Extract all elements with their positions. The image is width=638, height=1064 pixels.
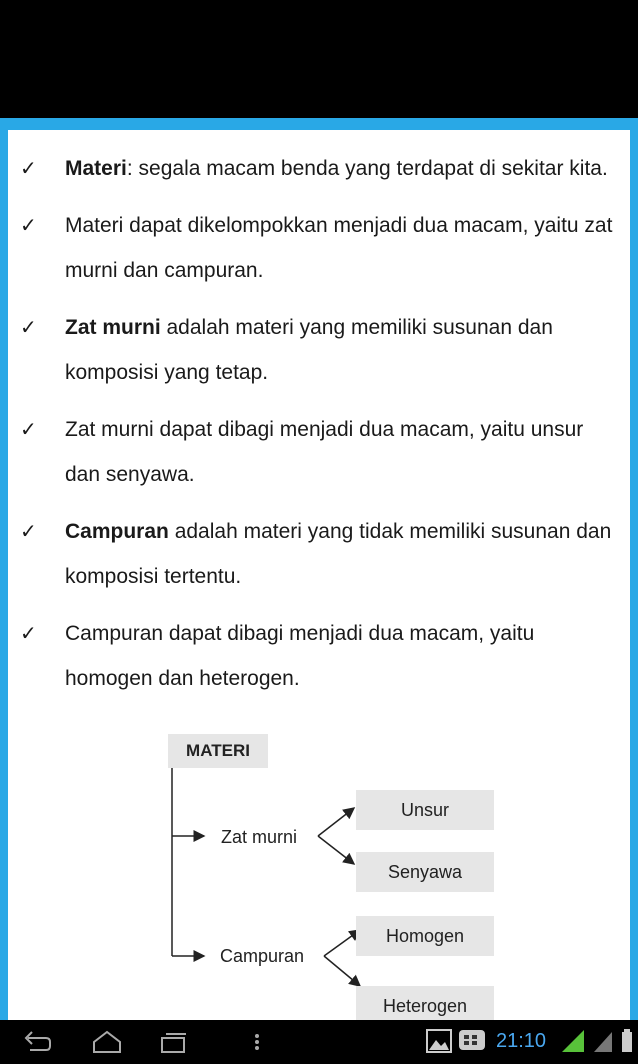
bullet-text: Campuran dapat dibagi menjadi dua macam, yaitu homogen dan heterogen. bbox=[65, 622, 535, 690]
top-black-bar bbox=[0, 0, 638, 118]
bullet-item bbox=[8, 305, 630, 395]
check-icon: ✓ bbox=[20, 213, 37, 237]
bullet-list bbox=[8, 146, 630, 713]
battery-icon bbox=[620, 1028, 634, 1054]
campuran-node: Campuran bbox=[219, 945, 305, 966]
diagram-connectors bbox=[8, 730, 630, 1030]
bullet-text: Zat murni dapat dibagi menjadi dua macam, yaitu unsur dan senyawa. bbox=[65, 418, 584, 486]
bullet-text: adalah materi yang memiliki susunan dan komposisi yang tetap. bbox=[65, 316, 553, 384]
android-nav-bar bbox=[0, 1020, 638, 1064]
gallery-notification-icon bbox=[426, 1028, 452, 1054]
bullet-item bbox=[8, 146, 630, 191]
check-icon: ✓ bbox=[20, 621, 37, 645]
bbm-notification-icon bbox=[458, 1028, 486, 1054]
check-icon: ✓ bbox=[20, 156, 37, 180]
signal-2-icon bbox=[592, 1028, 616, 1054]
senyawa-node: Senyawa bbox=[356, 852, 494, 892]
status-time: 21:10 bbox=[496, 1030, 547, 1052]
bullet-item bbox=[8, 203, 630, 293]
materi-diagram bbox=[8, 730, 630, 1030]
check-icon: ✓ bbox=[20, 417, 37, 441]
back-icon[interactable] bbox=[20, 1028, 54, 1056]
homogen-node: Homogen bbox=[356, 916, 494, 956]
heterogen-node: Heterogen bbox=[356, 986, 494, 1026]
home-icon[interactable] bbox=[90, 1028, 124, 1056]
bullet-text: : segala macam benda yang terdapat di sekitar kita. bbox=[126, 157, 608, 180]
bullet-item bbox=[8, 407, 630, 497]
root-node: MATERI bbox=[168, 734, 268, 768]
bullet-item bbox=[8, 611, 630, 701]
check-icon: ✓ bbox=[20, 519, 37, 543]
bullet-bold: Materi bbox=[65, 157, 127, 180]
bullet-item bbox=[8, 509, 630, 599]
check-icon: ✓ bbox=[20, 315, 37, 339]
recent-apps-icon[interactable] bbox=[156, 1028, 190, 1056]
zat-murni-node: Zat murni bbox=[220, 826, 298, 847]
bullet-text: adalah materi yang tidak memiliki susunan dan komposisi tertentu. bbox=[65, 520, 612, 588]
bullet-bold: Campuran bbox=[65, 520, 169, 543]
slide-content bbox=[8, 130, 630, 1020]
menu-icon[interactable] bbox=[250, 1028, 264, 1056]
slide-frame bbox=[0, 118, 638, 1020]
signal-icon bbox=[560, 1028, 590, 1054]
unsur-node: Unsur bbox=[356, 790, 494, 830]
bullet-text: Materi dapat dikelompokkan menjadi dua macam, yaitu zat murni dan campuran. bbox=[65, 214, 613, 282]
bullet-bold: Zat murni bbox=[65, 316, 161, 339]
